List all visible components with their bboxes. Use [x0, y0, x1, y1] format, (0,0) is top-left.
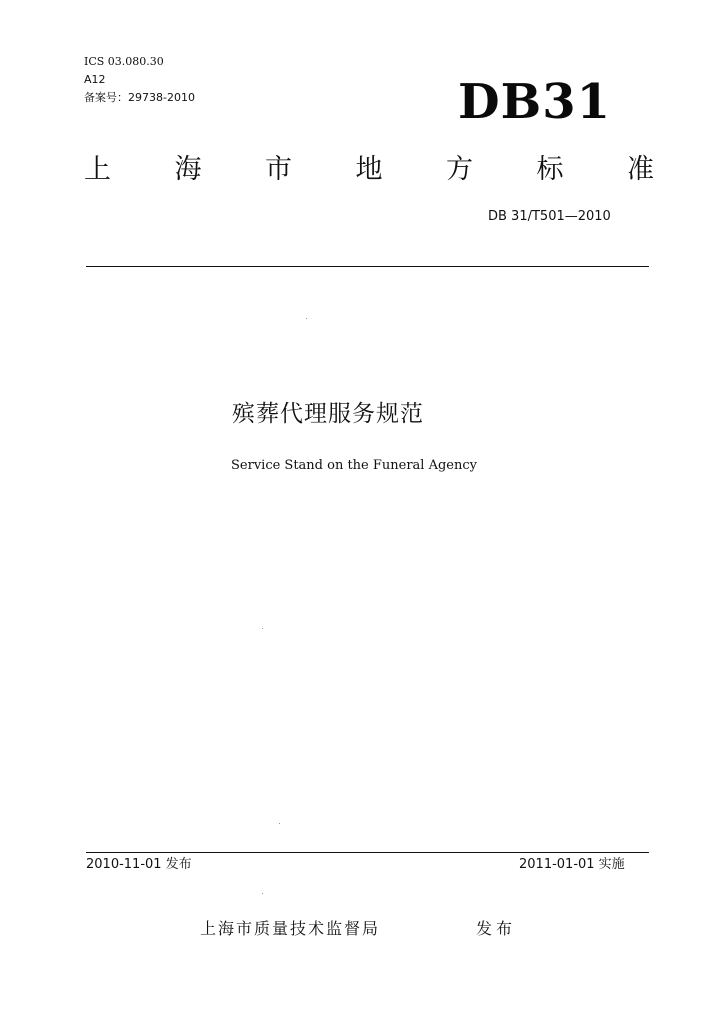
publish-date: 2010-11-01 发布: [86, 857, 192, 872]
standard-type-char: 市: [265, 154, 292, 185]
bottom-divider: [86, 852, 649, 853]
standard-type-char: 地: [355, 154, 383, 185]
standard-type-char: 上: [84, 154, 111, 185]
implementation-date: 2011-01-01 实施: [519, 857, 625, 872]
scan-speck: [262, 893, 263, 894]
scan-speck: [279, 823, 280, 824]
standard-type-char: 准: [627, 154, 654, 185]
standard-code-mark: DB31: [458, 74, 611, 130]
classification-code: A12: [84, 73, 106, 86]
document-title: 殡葬代理服务规范: [232, 401, 424, 427]
document-english-title: Service Stand on the Funeral Agency: [231, 458, 477, 473]
issuing-authority: 上海市质量技术监督局: [200, 919, 381, 938]
standard-type-char: 方: [446, 154, 473, 185]
ics-code: ICS 03.080.30: [84, 55, 164, 68]
standard-type-char: 海: [174, 154, 202, 185]
scan-speck: [262, 628, 263, 629]
standard-type-heading: [84, 150, 654, 190]
standard-number: DB 31/T501—2010: [488, 209, 611, 224]
scan-speck: [306, 318, 307, 319]
issuing-action: 发布: [476, 919, 517, 938]
top-divider: [86, 266, 649, 267]
record-number: 备案号：29738-2010: [84, 91, 195, 104]
standard-type-char: 标: [536, 154, 564, 185]
